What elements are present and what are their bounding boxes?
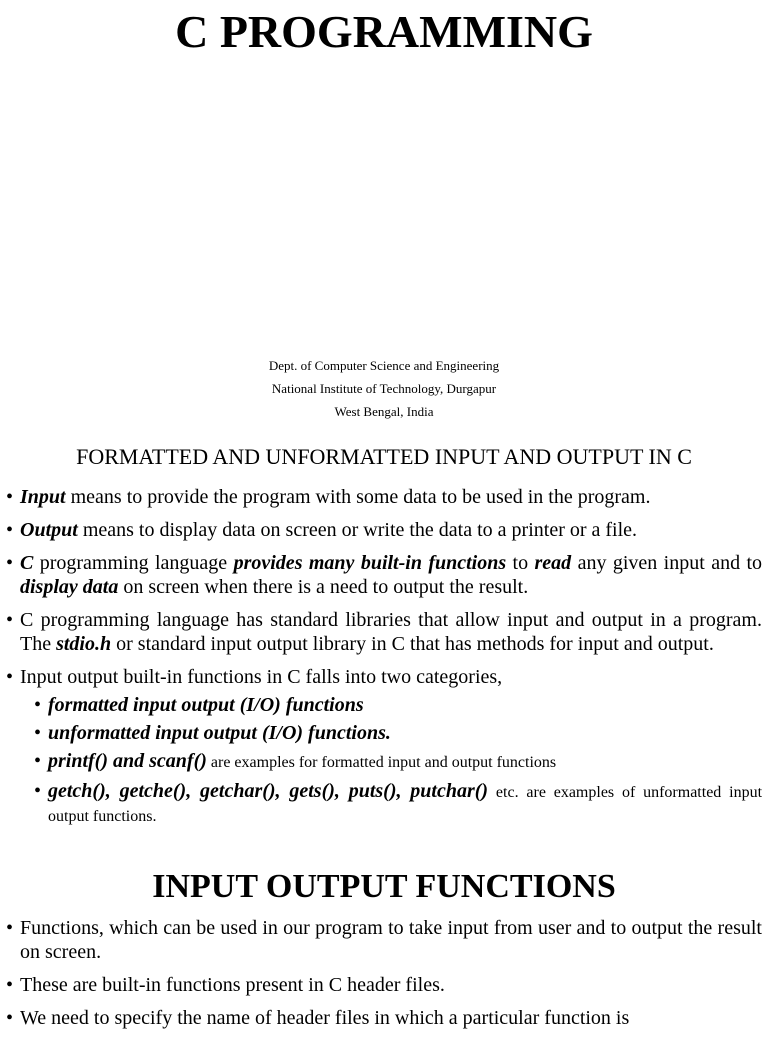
bullet-text: Input output built-in functions in C falls into two categories,	[20, 666, 503, 688]
bullet-text: means to provide the program with some data to be used in the program.	[65, 486, 651, 508]
emphasis-text: provides many built-in functions	[233, 552, 507, 574]
emphasis-text: read	[534, 552, 572, 574]
sub-bullet-formatted-examples	[34, 750, 762, 774]
section-io-functions-list	[6, 916, 762, 1039]
bullet-text: means to display data on screen or write the data to a printer or a file.	[77, 519, 638, 541]
sub-bullet-unformatted	[34, 722, 762, 744]
bullet-text: on screen when there is a need to output the result.	[118, 576, 529, 598]
emphasis-text: formatted input output (I/O) functions	[48, 694, 364, 716]
bullet-header-files: • We need to specify the name of header files in which a particular function is	[6, 1006, 762, 1030]
department-text: Dept. of Computer Science and Engineering	[268, 358, 500, 373]
affiliation	[0, 354, 768, 423]
term-output: Output	[20, 519, 78, 541]
bullet-builtin-functions	[6, 551, 762, 599]
section-heading-formatted-io: FORMATTED AND UNFORMATTED INPUT AND OUTPUT IN C	[76, 444, 692, 469]
bullet-text: to	[506, 552, 535, 574]
emphasis-text: unformatted input output (I/O) functions.	[48, 722, 391, 744]
bullet-input-definition	[6, 485, 762, 509]
bullet-output-definition	[6, 518, 762, 542]
bullet-text: are examples for formatted input and output functions	[206, 754, 557, 771]
emphasis-text: display data	[20, 576, 119, 598]
institute-text: National Institute of Technology, Durgapur	[271, 381, 497, 396]
emphasis-text: stdio.h	[56, 633, 112, 655]
term-c: C	[20, 552, 34, 574]
categories-sublist	[34, 694, 762, 828]
bullet-standard-libraries	[6, 608, 762, 656]
page-title: C PROGRAMMING	[175, 6, 593, 57]
bullet-text: C programming language has standard libraries that allow input and output in a program. The	[20, 609, 762, 655]
location-text: West Bengal, India	[334, 404, 434, 419]
bullet-text: etc. are examples of unformatted input output functions.	[48, 784, 763, 825]
section-formatted-io-list	[6, 485, 762, 834]
bullet-text: programming language	[33, 552, 234, 574]
term-input: Input	[20, 486, 66, 508]
bullet-text: any given input and to	[571, 552, 763, 574]
sub-bullet-unformatted-examples	[34, 780, 762, 828]
emphasis-text: getch(), getche(), getchar(), gets(), puts(), putchar()	[48, 780, 489, 802]
sub-bullet-formatted	[34, 694, 762, 716]
bullet-functions-purpose: • Functions, which can be used in our program to take input from user and to output the result on screen.	[6, 916, 762, 964]
bullet-categories	[6, 665, 762, 689]
bullet-text: or standard input output library in C that has methods for input and output.	[111, 633, 714, 655]
emphasis-text: printf() and scanf()	[48, 750, 207, 772]
bullet-builtin-header: • These are built-in functions present in C header files.	[6, 973, 762, 997]
section-heading-io-functions: INPUT OUTPUT FUNCTIONS	[152, 868, 616, 905]
